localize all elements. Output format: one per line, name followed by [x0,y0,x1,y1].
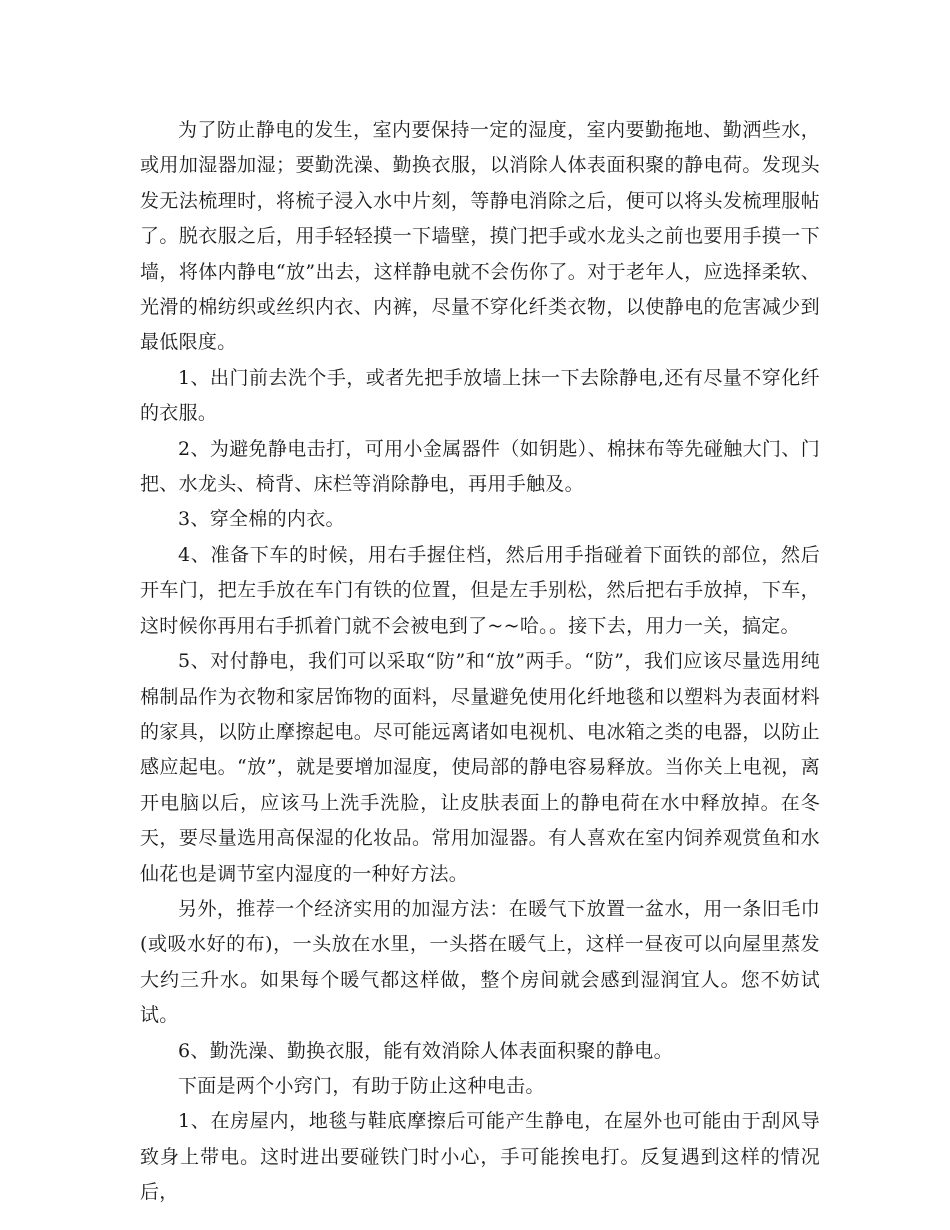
paragraph-tip-5: 5、对付静电，我们可以采取“防”和“放”两手。“防”，我们应该尽量选用纯棉制品作为衣物和家居饰物的面料，尽量避免使用化纤地毯和以塑料为表面材料的家具，以防止摩擦起电。尽可能远离诸如电视机、电冰箱之类的电器，以防止感应起电。“放”，就是要增加湿度，使局部的静电容易释放。当你关上电视，离开电脑以后，应该马上洗手洗脸，让皮肤表面上的静电荷在水中释放掉。在冬天，要尽量选用高保湿的化妆品。常用加湿器。有人喜欢在室内饲养观赏鱼和水仙花也是调节室内湿度的一种好方法。 [140,650,820,885]
paragraph-tricks-intro: 下面是两个小窍门，有助于防止这种电击。 [178,1074,545,1097]
document-body [140,113,820,1211]
paragraph-tip-4: 4、准备下车的时候，用右手握住档，然后用手指碰着下面铁的部位，然后开车门，把左手放在车门有铁的位置，但是左手别松，然后把右手放掉，下车，这时候你再用右手抓着门就不会被电到了~~哈。。接下去，用力一关，搞定。 [140,543,820,637]
paragraph-tip-1: 1、出门前去洗个手，或者先把手放墙上抹一下去除静电,还有尽量不穿化纤的衣服。 [140,366,820,425]
paragraph-intro: 为了防止静电的发生，室内要保持一定的湿度，室内要勤拖地、勤洒些水，或用加湿器加湿；要勤洗澡、勤换衣服，以消除人体表面积聚的静电荷。发现头发无法梳理时，将梳子浸入水中片刻，等静电消除之后，便可以将头发梳理服帖了。脱衣服之后，用手轻轻摸一下墙壁，摸门把手或水龙头之前也要用手摸一下墙，将体内静电“放”出去，这样静电就不会伤你了。对于老年人，应选择柔软、光滑的棉纺织或丝织内衣、内裤，尽量不穿化纤类衣物，以使静电的危害减少到最低限度。 [140,119,820,354]
paragraph-trick-1: 1、在房屋内，地毯与鞋底摩擦后可能产生静电，在屋外也可能由于刮风导致身上带电。这时进出要碰铁门时小心，手可能挨电打。反复遇到这样的情况后， [140,1110,820,1204]
paragraph-tip-6: 6、勤洗澡、勤换衣服，能有效消除人体表面积聚的静电。 [178,1039,673,1062]
paragraph-humidify: 另外，推荐一个经济实用的加湿方法：在暖气下放置一盆水，用一条旧毛巾(或吸水好的布)，一头放在水里，一头搭在暖气上，这样一昼夜可以向屋里蒸发大约三升水。如果每个暖气都这样做，整个房间就会感到湿润宜人。您不妨试试。 [140,897,820,1027]
paragraph-tip-3: 3、穿全棉的内衣。 [178,508,345,531]
paragraph-tip-2: 2、为避免静电击打，可用小金属器件（如钥匙）、棉抹布等先碰触大门、门把、水龙头、椅背、床栏等消除静电，再用手触及。 [140,437,820,496]
